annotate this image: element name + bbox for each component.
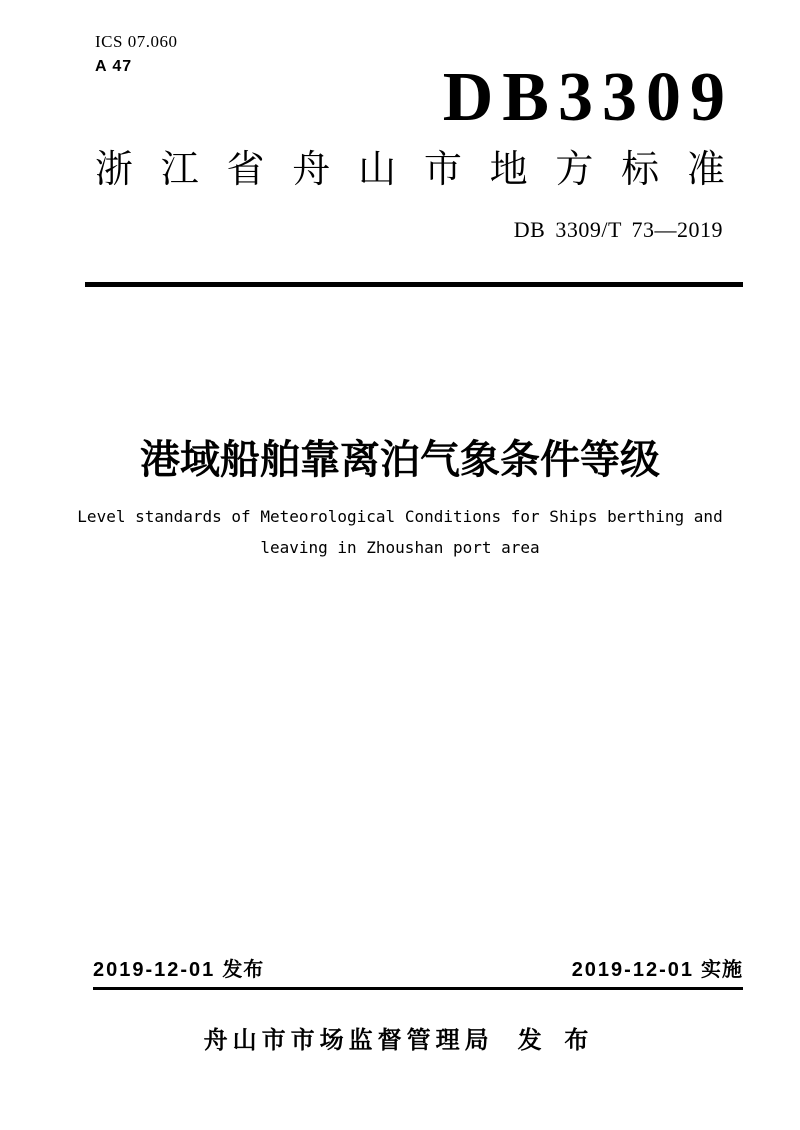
publish-date-group xyxy=(93,953,264,982)
publisher-name: 舟山市市场监督管理局 xyxy=(203,1027,494,1054)
dates-row xyxy=(93,953,743,990)
ics-block xyxy=(95,30,177,78)
title-en-line2: leaving in Zhoushan port area xyxy=(260,538,540,557)
standard-code-logo: DB3309 xyxy=(442,59,734,136)
publish-date-label: 发布 xyxy=(222,959,265,981)
implement-date: 2019-12-01 xyxy=(571,959,694,981)
publish-date: 2019-12-01 xyxy=(93,959,216,981)
publish-action: 发 布 xyxy=(517,1027,597,1054)
jurisdiction-title: 浙 江 省 舟 山 市 地 方 标 准 xyxy=(95,149,725,191)
header-rule xyxy=(85,282,743,287)
document-title-en xyxy=(0,501,800,563)
classification-code: A 47 xyxy=(95,58,133,75)
title-en-line1: Level standards of Meteorological Conditions for Ships berthing and xyxy=(77,507,723,526)
implement-date-group xyxy=(572,953,743,982)
implement-date-label: 实施 xyxy=(701,959,743,981)
ics-code: ICS 07.060 xyxy=(95,32,178,51)
document-title-cn: 港域船舶靠离泊气象条件等级 xyxy=(140,438,660,482)
document-number: DB 3309/T 73—2019 xyxy=(513,217,723,242)
publisher-line xyxy=(0,1027,800,1056)
